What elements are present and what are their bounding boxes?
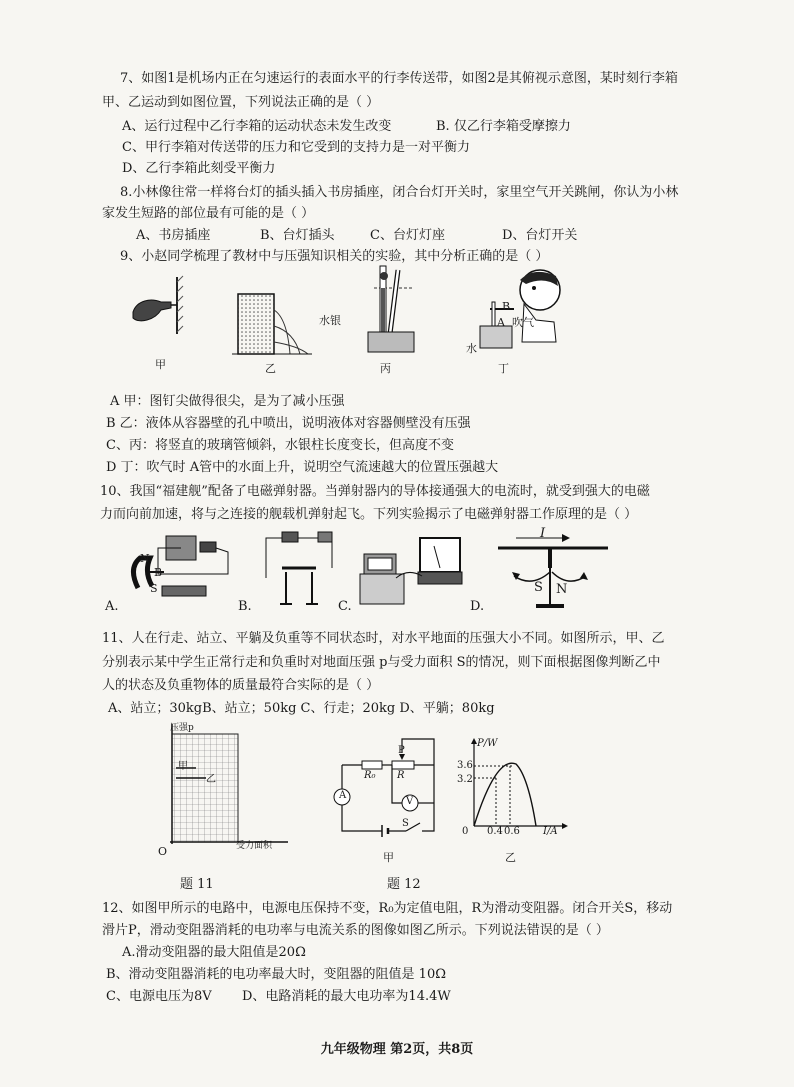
page-footer: 九年级物理 第2页，共8页 [320,1042,474,1057]
q12-circuit-ammeter: A [339,790,347,801]
q9-option-b: B 乙：液体从容器壁的孔中喷出，说明液体对容器侧壁没有压强 [106,416,471,431]
q12-circuit-voltmeter: V [406,796,414,807]
q12-option-a: A.滑动变阻器的最大阻值是20Ω [122,945,306,960]
q9-figure-ding-label: 丁 [498,362,509,375]
q10-figure-a-b: B [154,566,163,579]
q11-graph-yi: 乙 [206,774,216,785]
q11-graph-origin: O [158,845,168,858]
q10-figure-a [118,528,238,608]
q12-circuit-r: R [397,770,405,781]
q9-figure-bing-mercury: 水银 [319,314,341,327]
q11-graph-ylabel: 压强p [170,723,194,733]
q12-graph-x1: 0.4 [487,826,503,837]
q10-figure-d-current: I [540,526,546,541]
q9-figure-jia-label: 甲 [155,358,166,371]
q12-stem-line2: 滑片P，滑动变阻器消耗的电功率与电流关系的图像如图乙所示。下列说法错误的是（ ） [102,923,609,938]
q7-stem-line2: 甲、乙运动到如图位置，下列说法正确的是（ ） [102,95,380,110]
q12-circuit-p: P [398,745,405,756]
q9-option-c: C、丙：将竖直的玻璃管倾斜，水银柱长度变长，但高度不变 [106,438,454,453]
q9-figure-ding-b: B [502,300,511,313]
q10-figure-d-label: D. [470,599,485,614]
q11-caption: 题 11 [180,877,214,892]
q12-circuit-switch: S [402,818,409,829]
q10-figure-c-label: C. [338,599,352,614]
q9-figure-bing-label: 丙 [380,362,391,375]
q8-option-a: A、书房插座 [136,228,211,243]
q11-stem-line3: 人的状态及负重物体的质量最符合实际的是（ ） [102,678,380,693]
q12-circuit-r0: R₀ [364,770,376,781]
q10-figure-d [492,528,612,612]
q10-figure-a-label: A. [105,599,119,614]
q12-graph-y2: 3.2 [457,774,473,785]
q7-option-a: A、运行过程中乙行李箱的运动状态未发生改变 [122,119,392,134]
q7-option-d: D、乙行李箱此刻受平衡力 [122,161,276,176]
q10-figure-b [256,528,346,612]
q12-option-d: D、电路消耗的最大电功率为14.4W [242,989,451,1004]
q10-stem-line2: 力而向前加速，将与之连接的舰载机弹射起飞。下列实验揭示了电磁弹射器工作原理的是（ ） [100,507,638,522]
q9-figure-ding-water: 水 [466,342,477,355]
q12-caption: 题 12 [387,877,421,892]
q12-graph-x2: 0.6 [504,826,520,837]
q9-figure-yi [232,290,312,360]
q12-option-c: C、电源电压为8V [106,989,212,1004]
q9-stem: 9、小赵同学梳理了教材中与压强知识相关的实验，其中分析正确的是（ ） [120,249,549,264]
q9-figure-ding [474,262,564,357]
q10-figure-b-label: B. [238,599,252,614]
q12-power-graph [470,738,570,830]
q7-option-b: B. 仅乙行李箱受摩擦力 [436,119,571,134]
q12-option-b: B、滑动变阻器消耗的电功率最大时，变阻器的阻值是 10Ω [106,967,447,982]
q9-figure-yi-label: 乙 [265,362,276,375]
q10-figure-d-n: N [556,582,568,597]
q10-figure-d-s: S [534,580,543,595]
q7-stem-line1: 7、如图1是机场内正在匀速运行的表面水平的行李传送带，如图2是其俯视示意图，某时刻行李箱 [120,71,678,86]
q12-stem-line1: 12、如图甲所示的电路中，电源电压保持不变，R₀为定值电阻，R为滑动变阻器。闭合开关S，移动 [102,901,673,916]
q8-stem-line1: 8.小林像往常一样将台灯的插头插入书房插座，闭合台灯开关时，家里空气开关跳闸，你认为小林 [120,185,679,200]
q7-option-c: C、甲行李箱对传送带的压力和它受到的支持力是一对平衡力 [122,140,470,155]
q11-stem-line2: 分别表示某中学生正常行走和负重时对地面压强 p与受力面积 S的情况，则下面根据图像判断乙中 [102,655,661,670]
q8-option-c: C、台灯灯座 [370,228,445,243]
q11-graph-xlabel: 受力面积 [236,841,273,851]
q11-stem-line1: 11、人在行走、站立、平躺及负重等不同状态时，对水平地面的压强大小不同。如图所示，甲、乙 [102,631,665,646]
q12-circuit [330,735,440,840]
q11-graph-jia: 甲 [178,761,188,772]
q10-stem-line1: 10、我国“福建舰”配备了电磁弹射器。当弹射器内的导体接通强大的电流时，就受到强大的电磁 [100,484,650,499]
q12-graph-label: 乙 [505,851,516,864]
q12-graph-xlabel: I/A [543,826,558,837]
q9-figure-ding-blow: 吹气 [512,316,534,329]
q10-figure-a-n: N [140,552,150,565]
q9-figure-ding-a: A [497,316,505,329]
q8-stem-line2: 家发生短路的部位最有可能的是（ ） [102,206,315,221]
q11-options: A、站立；30kgB、站立；50kg C、行走；20kg D、平躺；80kg [108,701,495,716]
q12-graph-origin: 0 [462,826,469,837]
q10-figure-a-s: S [150,582,158,595]
q9-figure-bing [344,262,424,357]
q8-option-b: B、台灯插头 [260,228,335,243]
q12-graph-ylabel: P/W [477,738,498,749]
q12-graph-y1: 3.6 [457,760,473,771]
q10-figure-c [352,528,467,612]
q12-circuit-label: 甲 [383,851,394,864]
q9-option-a: A 甲：图钉尖做得很尖，是为了减小压强 [110,394,345,409]
q11-graph [162,720,292,850]
q9-figure-jia [125,272,195,342]
q8-option-d: D、台灯开关 [502,228,578,243]
q9-option-d: D 丁：吹气时 A管中的水面上升，说明空气流速越大的位置压强越大 [106,460,499,475]
